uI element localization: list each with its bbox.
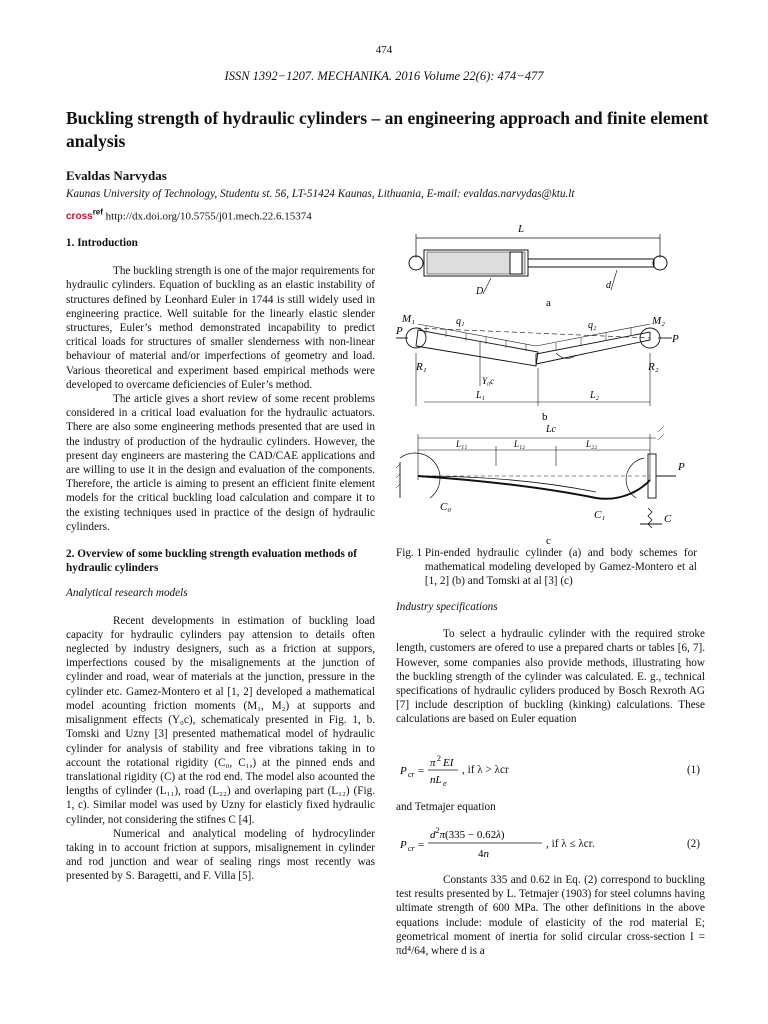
svg-text:=: = [418,839,425,851]
fig-label-d: d [606,280,611,291]
doi-link[interactable]: http://dx.doi.org/10.5755/j01.mech.22.6.15374 [105,210,312,223]
analytical-paragraph-1: Recent developments in estimation of buckling load capacity for hydraulic cylinders pay attension to details often neglected by industry designers, such as a friction at suppors, imperfections coused by the misalignements at the junction of cylinder and road, wear of materials at the junction, pressure in the cylinder etc. Gamez-Montero et al [1, 2] developed a mathematical model acounting friction moments (M₁, M₂) at supports and misalignment effects (Y₀c), schematicaly presented in Fig. 1, b. Tomski and Uzny [3] presented mathematical model of hydraulic cylinder for analysis of stability and free vibrations taking in to account the rotational rigidity (C₀, C₁,) at the pinned ends and translational rigidity (C) at the rod end. The model also acounted the lengths of cylinder (L₁₁), road (L₂₂) and overlaping part (L₁₂) (Fig. 1, c). Similar model was used by Uzny for elasticly fixed hydraulic cylinder, not considering the stifnes C [4]. [66,614,375,826]
equation-1-number: (1) [686,764,700,776]
fig-label-M1: M₁ [402,313,415,325]
subsection-analytical: Analytical research models [66,587,188,600]
svg-text:P: P [400,839,407,851]
svg-text:P: P [400,765,407,777]
fig-sublabel-a: a [546,297,551,309]
body-scheme-b [396,324,672,406]
fig-label-P-c: P [678,461,685,473]
tetmajer-intro: and Tetmajer equation [396,801,496,813]
fig-label-C: C [664,513,672,525]
fig-label-L: L [518,223,525,235]
fig-label-P-left: P [396,325,403,337]
left-column [66,236,375,884]
caption-label: Fig. 1 [396,547,423,559]
fig-label-L1: L₁ [476,390,486,401]
figure-1 [396,218,708,558]
fig-label-C0: C₀ [440,501,452,513]
svg-text:EI: EI [443,757,454,769]
figure-caption [396,546,708,588]
fig-label-R1: R₁ [416,361,427,373]
fig-label-P-right: P [672,333,679,345]
fig-label-D: D [476,286,484,297]
affiliation: Kaunas University of Technology, Studentu st. 56, LT-51424 Kaunas, Lithuania, E-mail: evaldas.narvydas@ktu.lt [66,188,575,200]
journal-header: ISSN 1392−1207. MECHANIKA. 2016 Volume 22(6): 474−477 [224,69,544,83]
fig-label-q1: q₁ [456,316,465,327]
svg-text:2: 2 [437,754,441,763]
svg-text:nL: nL [430,774,442,786]
fig-sublabel-b: b [542,411,548,423]
fig-label-L22: L₂₂ [586,439,598,449]
equation-1-condition: , if λ > λcr [462,764,509,776]
cylinder-drawing-a [409,234,667,294]
fig-sublabel-c: c [546,535,551,547]
fig-label-q2: q₂ [588,320,597,331]
fig-label-M2: M₂ [652,315,665,327]
svg-text:4n: 4n [478,848,489,860]
between-equations [396,800,705,814]
svg-text:cr: cr [408,770,415,779]
svg-text:e: e [443,779,447,788]
section-heading-overview: 2. Overview of some buckling strength evaluation methods of hydraulic cylinders [66,548,357,575]
equation-2-number: (2) [686,838,700,850]
subsection-industry: Industry specifications [396,601,498,613]
svg-text:=: = [418,765,425,777]
svg-text:π: π [430,757,436,769]
svg-text:d2π(335 − 0.62λ): $d^2\pi(335 - 0.62\lambda)$ [430,826,505,841]
fig-label-L2: L₂ [590,390,600,401]
author: Evaldas Narvydas [66,168,167,183]
right-column-bottom [396,873,705,958]
fig-label-Lc: Lc [546,424,556,435]
equation-2 [396,826,708,860]
paper-title: Buckling strength of hydraulic cylinders – an engineering approach and finite element analysis [66,108,709,151]
fig-label-R2: R₂ [648,361,659,373]
fig-label-C1: C₁ [594,509,606,521]
fig-label-L12: L₁₂ [514,439,526,449]
equation-2-condition: , if λ ≤ λcr. [546,838,595,850]
section-heading-introduction: 1. Introduction [66,237,138,249]
fig-label-Y0c: Y₀c [482,376,495,386]
intro-paragraph-1: The buckling strength is one of the major requirements for hydraulic cylinders. Equation of buckling as an elastic instability of structures defined by Leonhard Euler in 1744 is still widely used in engineering practice. Well suitable for the linearly elastic slender structures, Euler’s method demonstrated incapability to predict critical loads for structures of smaller slenderness with non-linear behaviour of material and/or imperfections of geometry and load. Various theoretical and experiment based empirical methods were developed to overcame deficiencies of Euler’s method. [66,265,375,391]
body-scheme-c [396,426,676,528]
crossref-logo: cross$^{ref}$ [66,208,103,223]
industry-paragraph-1: To select a hydraulic cylinder with the required stroke length, customers are ofered to use a prepared charts or tables [6, 7]. However, some companies also provide methods, illustrating how the buckling strength of the cylinder was calculated. E. g., technical specifications of hydraulic cyliders produced by Bosch Rexroth AG [7] include description of buckling (kinking) calculations. These calculations are based on Euler equation [396,628,705,726]
equation-1 [396,754,708,788]
intro-paragraph-2: The article gives a short review of some recent problems considered in a critical load evaluation for the hydraulic actuators. There are also some engineering methods presented that are used in the industry of production of the hydraulic cylinders. However, the present day engineers are mastering the CAD/CAE applications and are willing to use it in the design and evaluation of the components. Therefore, the article is aiming to present an efficient finite element models for the critical buckling load calculation and compare it to the existing techniques used in practice of the design of hydraulic cylinders. [66,393,375,533]
caption-text: Pin-ended hydraulic cylinder (a) and body schemes for mathematical modeling developed by Gamez-Montero et al [1, 2] (b) and Tomski at al [3] (c) [424,547,697,587]
right-column-top [396,600,705,727]
svg-text:cr: cr [408,844,415,853]
constants-paragraph: Constants 335 and 0.62 in Eq. (2) correspond to buckling test results presented by L. Tetmajer (1903) for steel columns having ultimate strength of 600 MPa. The other definitions in the above equations include: module of elasticity of the rod material E; geometrical moment of inertia for solid circular cross-section I = πd⁴/64, where d is a [396,874,705,958]
analytical-paragraph-2: Numerical and analytical modeling of hydrocylinder taking in to account friction at suppors, misalignement in cylinder and rod junction and wear of sealing rings most recently was presented by S. Baragetti, and F. Villa [5]. [66,827,375,883]
page-number: 474 [375,44,393,56]
doi-line [66,208,312,222]
fig-label-L11: L₁₁ [456,439,468,449]
